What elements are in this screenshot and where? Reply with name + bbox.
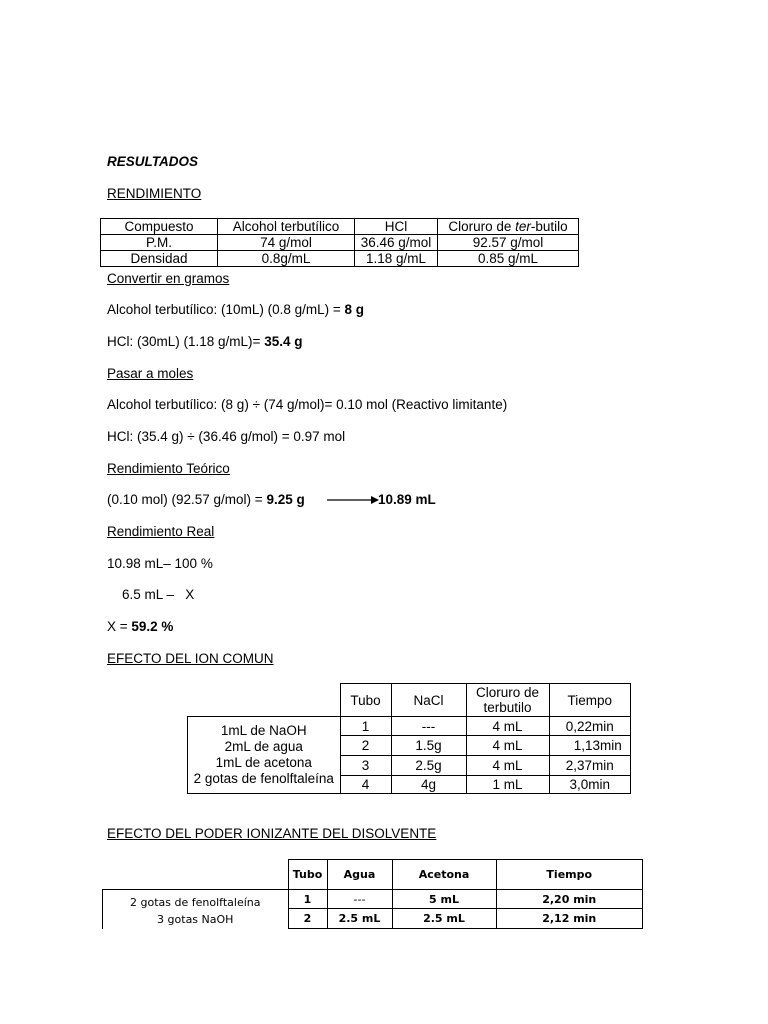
reactivos-cell bbox=[188, 717, 341, 794]
table-cell: 1.18 g/mL bbox=[355, 251, 438, 267]
table-cell: 2,20 min bbox=[496, 890, 643, 909]
real-line-2: 6.5 mL – X bbox=[122, 587, 195, 602]
real-line-3 bbox=[107, 619, 173, 634]
section-title-moles: Pasar a moles bbox=[107, 366, 194, 381]
table-row bbox=[101, 235, 579, 251]
convertir-line-1 bbox=[107, 302, 364, 317]
section-title-real: Rendimiento Real bbox=[107, 524, 215, 539]
table-cell: 0.8g/mL bbox=[218, 251, 355, 267]
reactivo: 2 gotas de fenolftaleína bbox=[130, 896, 261, 910]
section-title-teorico: Rendimiento Teórico bbox=[107, 461, 230, 476]
table-row bbox=[101, 251, 579, 267]
table-cell: --- bbox=[327, 890, 392, 909]
table-cell: 3 bbox=[340, 756, 391, 776]
table-cell: 2.5 mL bbox=[392, 909, 496, 929]
table-cell: 4g bbox=[391, 776, 466, 794]
reactivo: 1mL de NaOH bbox=[220, 723, 307, 738]
table-cell: 74 g/mol bbox=[218, 235, 355, 251]
result-value: 35.4 g bbox=[264, 334, 303, 349]
table-cell: HCl bbox=[355, 219, 438, 235]
table-cell: Densidad bbox=[101, 251, 218, 267]
moles-line-1: Alcohol terbutílico: (8 g) ÷ (74 g/mol)= 0.10 mol (Reactivo limitante) bbox=[107, 397, 508, 412]
reactivos-cell bbox=[103, 890, 289, 929]
table-cell: 2.5g bbox=[391, 756, 466, 776]
table-cell: NaCl bbox=[391, 684, 466, 717]
table-cell: Agua bbox=[327, 860, 392, 890]
table-row bbox=[103, 890, 643, 909]
table-cell: 5 mL bbox=[392, 890, 496, 909]
table-cell: 0,22min bbox=[549, 717, 631, 736]
table-cell: 2 bbox=[288, 909, 327, 929]
table-row bbox=[103, 860, 643, 890]
real-line-1: 10.98 mL– 100 % bbox=[107, 556, 213, 571]
table-cell: 4 mL bbox=[466, 736, 549, 756]
section-title-rendimiento: RENDIMIENTO bbox=[107, 186, 202, 201]
table-cell: Alcohol terbutílico bbox=[218, 219, 355, 235]
teorico-line bbox=[107, 492, 305, 507]
table-cell: --- bbox=[391, 717, 466, 736]
rendimiento-table bbox=[100, 218, 579, 267]
table-row bbox=[188, 717, 631, 736]
convertir-line-2 bbox=[107, 334, 302, 349]
cell-text: -butilo bbox=[530, 219, 568, 234]
poder-ionizante-table bbox=[102, 859, 643, 929]
table-cell: 36.46 g/mol bbox=[355, 235, 438, 251]
section-title-convertir: Convertir en gramos bbox=[107, 271, 230, 286]
table-cell: Cloruro de terbutilo bbox=[466, 684, 549, 717]
ion-comun-table bbox=[187, 683, 631, 794]
page-heading: RESULTADOS bbox=[107, 154, 198, 169]
table-cell: 1 bbox=[340, 717, 391, 736]
reactivo: 1mL de acetona bbox=[215, 755, 312, 770]
table-cell: 1 bbox=[288, 890, 327, 909]
table-row bbox=[188, 684, 631, 717]
table-cell: 2,12 min bbox=[496, 909, 643, 929]
table-cell: 92.57 g/mol bbox=[438, 235, 579, 251]
table-cell: Tiempo bbox=[549, 684, 631, 717]
table-cell: Tubo bbox=[288, 860, 327, 890]
section-title-poder-ionizante: EFECTO DEL PODER IONIZANTE DEL DISOLVENTE bbox=[107, 826, 437, 841]
table-cell: 1,13min bbox=[549, 736, 631, 756]
result-value: 8 g bbox=[344, 302, 364, 317]
table-cell: 0.85 g/mL bbox=[438, 251, 579, 267]
empty-cell bbox=[103, 860, 289, 890]
result-value: 9.25 g bbox=[266, 492, 305, 507]
table-cell: P.M. bbox=[101, 235, 218, 251]
table-cell: 4 mL bbox=[466, 756, 549, 776]
table-cell: Tiempo bbox=[496, 860, 643, 890]
cell-text-italic: ter bbox=[515, 219, 531, 234]
text: Alcohol terbutílico: (10mL) (0.8 g/mL) = bbox=[107, 302, 345, 317]
table-cell: 3,0min bbox=[549, 776, 631, 794]
section-title-ion-comun: EFECTO DEL ION COMUN bbox=[107, 651, 274, 666]
reactivo: 2mL de agua bbox=[224, 739, 303, 754]
cell-text: Cloruro de bbox=[448, 219, 516, 234]
table-cell bbox=[438, 219, 579, 235]
text: X = bbox=[107, 619, 132, 634]
table-cell: 2,37min bbox=[549, 756, 631, 776]
table-cell: 4 bbox=[340, 776, 391, 794]
table-cell: Tubo bbox=[340, 684, 391, 717]
result-value: 59.2 % bbox=[131, 619, 174, 634]
table-cell: 2 bbox=[340, 736, 391, 756]
table-cell: 2.5 mL bbox=[327, 909, 392, 929]
table-row bbox=[101, 219, 579, 235]
text: (0.10 mol) (92.57 g/mol) = bbox=[107, 492, 267, 507]
table-cell: Acetona bbox=[392, 860, 496, 890]
reactivo: 2 gotas de fenolftaleína bbox=[193, 771, 334, 786]
arrow-right-icon bbox=[327, 493, 379, 507]
table-cell: Compuesto bbox=[101, 219, 218, 235]
empty-cell bbox=[188, 684, 341, 717]
moles-line-2: HCl: (35.4 g) ÷ (36.46 g/mol) = 0.97 mol bbox=[107, 429, 346, 444]
table-cell: 4 mL bbox=[466, 717, 549, 736]
result-value: 10.89 mL bbox=[378, 492, 436, 507]
table-cell: 1 mL bbox=[466, 776, 549, 794]
text: HCl: (30mL) (1.18 g/mL)= bbox=[107, 334, 265, 349]
reactivo: 3 gotas NaOH bbox=[157, 913, 234, 927]
table-cell: 1.5g bbox=[391, 736, 466, 756]
